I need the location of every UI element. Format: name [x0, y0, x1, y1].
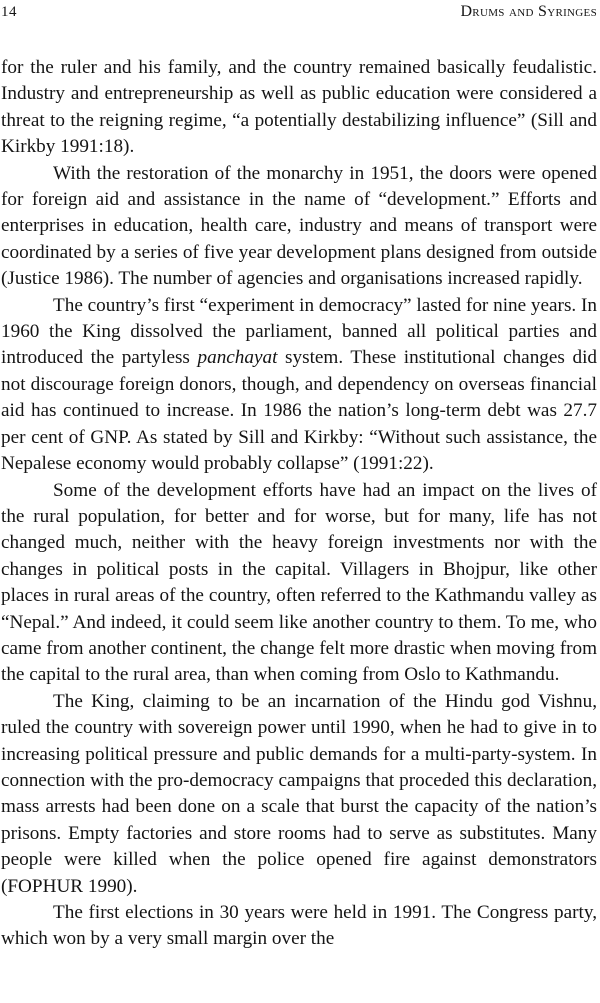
paragraph-text: for the ruler and his family, and the country remained basically feudalistic. Industry and entrepreneurship as well as public education were considered a threat to the reigning regime, “a potentially destabilizing influence” (Sill and Kirkby 1991:18). [1, 57, 597, 158]
running-title: Drums and Syringes [460, 3, 597, 20]
paragraph-text: Some of the development efforts have had an impact on the lives of the rural population, for better and for worse, but for many, life has not changed much, neither with the heavy foreign investments nor with the changes in political posts in the capital. Villagers in Bhojpur, like other places in rural areas of the country, often referred to the Kathmandu valley as “Nepal.” And indeed, it could seem like another country to them. To me, who came from another continent, the change felt more drastic when moving from the capital to the rural area, than when coming from Oslo to Kathmandu. [1, 479, 597, 686]
paragraph [1, 55, 597, 161]
page-number: 14 [1, 4, 17, 20]
paragraph [1, 161, 597, 293]
paragraph-text: With the restoration of the monarchy in 1951, the doors were opened for foreign aid and assistance in the name of “development.” Efforts and enterprises in education, health care, industry and means of transport were coordinated by a series of five year development plans designed from outside (Justice 1986). The number of agencies and organisations increased rapidly. [1, 162, 597, 290]
paragraph [1, 478, 597, 689]
paragraph-text: The King, claiming to be an incarnation of the Hindu god Vishnu, ruled the country with sovereign power until 1990, when he had to give in to increasing political pressure and public demands for a multi-party-system. In connection with the pro-democracy campaigns that proceded this declaration, mass arrests had been done on a scale that burst the capacity of the nation’s prisons. Empty factories and store rooms had to serve as substitutes. Many people were killed when the police opened fire against demonstrators (FOPHUR 1990). [1, 690, 597, 897]
paragraph [1, 689, 597, 900]
paragraph-text: system. These institutional changes did not discourage foreign donors, though, and dependency on overseas financial aid has continued to increase. In 1986 the nation’s long-term debt was 27.7 per cent of GNP. As stated by Sill and Kirkby: “Without such assistance, the Nepalese economy would probably collapse” (1991:22). [1, 347, 597, 475]
paragraph [1, 900, 597, 953]
italic-term: panchayat [197, 347, 278, 369]
paragraph-text: The country’s first “experiment in democracy” lasted for nine years. In 1960 the King dissolved the parliament, banned all political parties and introduced the partyless [1, 294, 597, 369]
paragraph-text: The first elections in 30 years were held in 1991. The Congress party, which won by a very small margin over the [1, 902, 597, 950]
paragraph [1, 293, 597, 478]
body-text [1, 55, 597, 953]
running-head [1, 0, 597, 40]
